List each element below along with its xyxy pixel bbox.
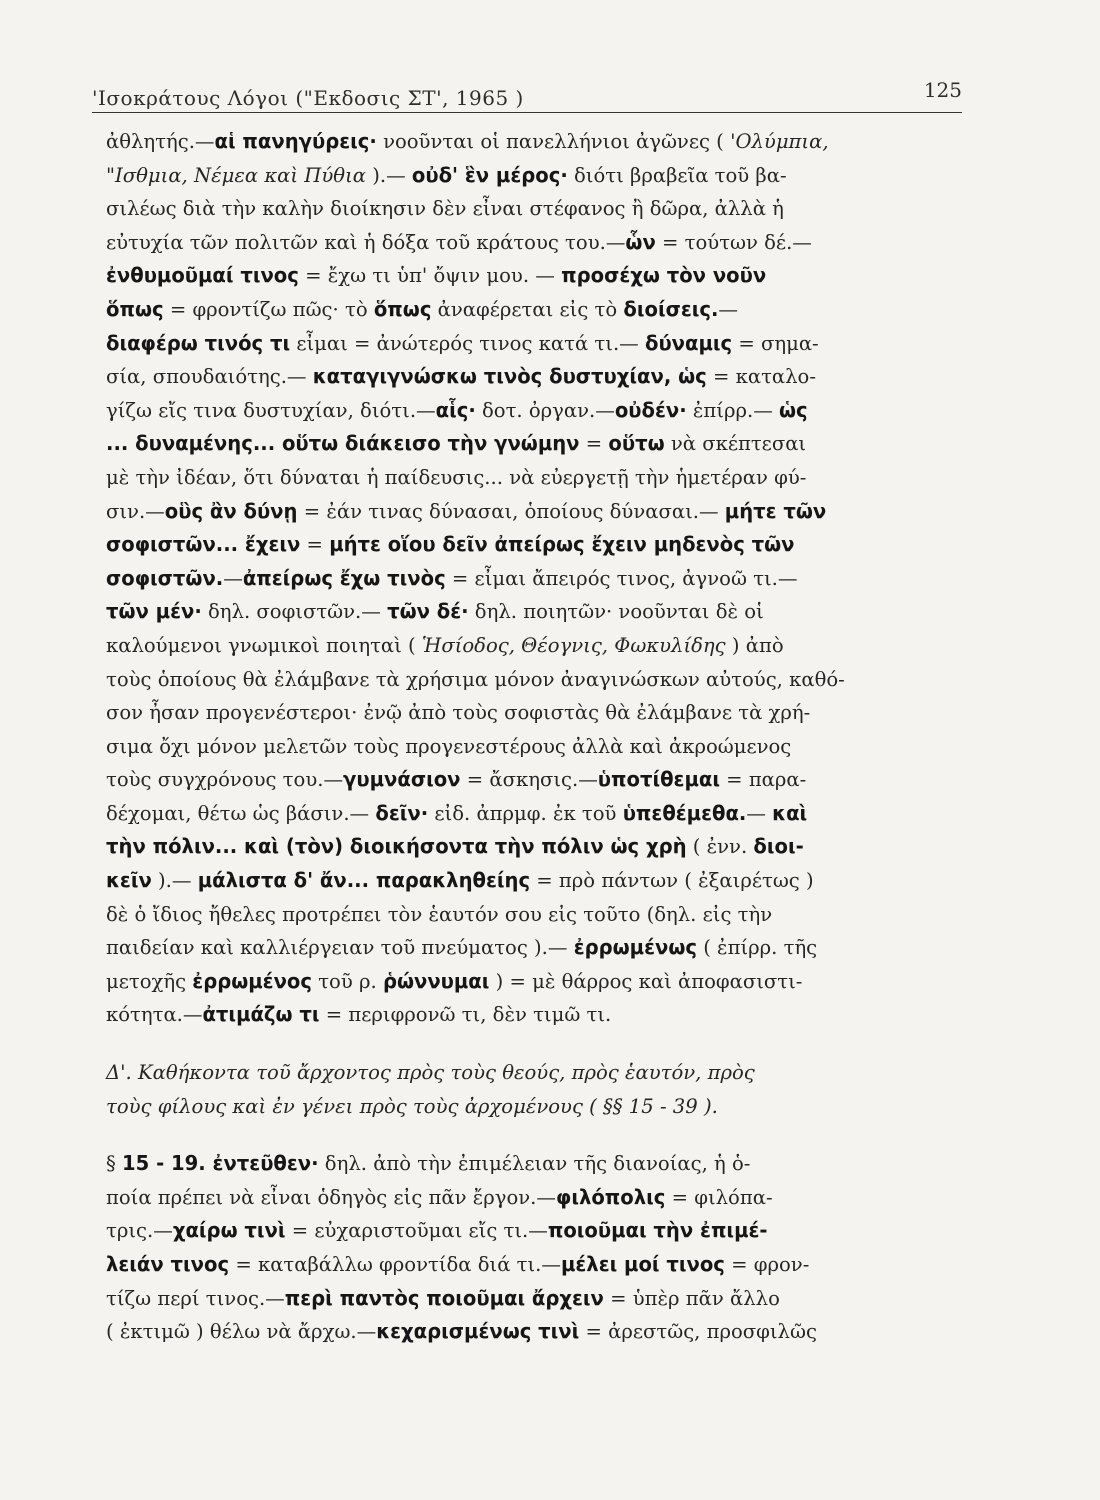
text-line <box>106 125 958 159</box>
gloss-text: νὰ σκέπτεσαι <box>664 431 807 456</box>
gloss-text: δηλ. ἀπὸ τὴν ἐπιμέλειαν τῆς διανοίας, ἡ ὁ- <box>318 1151 751 1176</box>
lemma-term: ῥώννυμαι <box>382 968 490 993</box>
lemma-term: αἷς· <box>435 397 476 422</box>
lemma-term: τῶν δέ· <box>387 599 469 624</box>
lemma-term: σοφιστῶν. <box>106 565 224 590</box>
gloss-text: = φιλόπα- <box>665 1184 773 1209</box>
gloss-text: σιν.— <box>106 498 165 523</box>
lemma-term: διοίσεις. <box>623 296 719 321</box>
gloss-text: ).— <box>151 868 198 893</box>
text-line <box>106 394 958 428</box>
gloss-text: = πρὸ πάντων ( ἐξαιρέτως ) <box>530 868 814 893</box>
lemma-term: ἐρρωμένως <box>573 935 697 960</box>
gloss-text: εὐτυχία τῶν πολιτῶν καὶ ἡ δόξα τοῦ κράτους του.— <box>106 229 626 254</box>
text-line <box>106 1147 958 1181</box>
lemma-term: ἐρρωμένος <box>192 968 312 993</box>
section-text <box>106 1147 976 1349</box>
gloss-text: = φροντίζω πῶς· τὸ <box>163 296 374 321</box>
gloss-text: δηλ. ποιητῶν· νοοῦνται δὲ οἱ <box>468 599 764 624</box>
gloss-text: = παρα- <box>719 767 807 792</box>
lemma-term: οὐδέν· <box>614 397 687 422</box>
lemma-term: γυμνάσιον <box>343 767 461 792</box>
text-line <box>106 327 958 361</box>
gloss-text: τοὺς συγχρόνους του.— <box>106 767 344 792</box>
gloss-text: = σημα- <box>732 330 819 355</box>
gloss-text: σον ἦσαν προγενέστεροι· ἐνῷ ἀπὸ τοὺς σοφιστὰς θὰ ἐλάμβανε τὰ χρή- <box>106 700 811 725</box>
text-line <box>106 1315 958 1349</box>
gloss-text: = καταλο- <box>706 364 816 389</box>
text-line <box>106 797 958 831</box>
text-line <box>106 696 958 730</box>
gloss-text: δὲ ὁ ἴδιος ἤθελες προτρέπει τὸν ἑαυτόν σου εἰς τοῦτο (δηλ. εἰς τὴν <box>106 901 773 926</box>
lemma-term: ὑποτίθεμαι <box>597 767 720 792</box>
gloss-text: μετοχῆς <box>106 968 193 993</box>
glossary-block <box>106 125 976 1032</box>
gloss-text: = ὑπὲρ πᾶν ἄλλο <box>603 1285 780 1310</box>
gloss-text: § <box>106 1151 123 1176</box>
lemma-term: προσέχω τὸν νοῦν <box>561 263 767 288</box>
lemma-term: ποιοῦμαι τὴν ἐπιμέ- <box>547 1218 768 1243</box>
text-line <box>106 1214 958 1248</box>
gloss-text: εἶμαι = ἀνώτερός τινος κατά τι.— <box>290 330 645 355</box>
gloss-text: = ἀρεστῶς, προσφιλῶς <box>579 1319 817 1344</box>
gloss-text: δοτ. ὀργαν.— <box>475 397 615 422</box>
lemma-term: οὓς ἂν δύνῃ <box>164 498 298 523</box>
lemma-term: μάλιστα δ' ἄν... παρακληθείης <box>197 868 531 893</box>
text-line <box>106 461 958 495</box>
gloss-text: διότι βραβεῖα τοῦ βα- <box>567 162 787 187</box>
text-line <box>106 293 958 327</box>
gloss-text: ( ἐνν. <box>686 834 754 859</box>
text-line <box>106 998 958 1032</box>
lemma-term: 15 - 19. ἐντεῦθεν· <box>122 1151 319 1176</box>
running-head-title: 'Ισοκράτους Λόγοι ("Εκδοσις ΣΤ', 1965 ) <box>92 86 524 110</box>
running-head <box>92 72 962 113</box>
gloss-text: = <box>579 431 609 456</box>
text-line <box>106 226 958 260</box>
section-heading <box>106 1056 976 1123</box>
lemma-term: ὅπως <box>106 296 164 321</box>
section-gap <box>106 1032 976 1056</box>
gloss-text: = τούτων δέ.— <box>655 229 812 254</box>
gloss-text: ) ἀπὸ <box>725 632 784 657</box>
gloss-text: ποία πρέπει νὰ εἶναι ὁδηγὸς εἰς πᾶν ἔργον.— <box>106 1184 556 1209</box>
gloss-text: ἐπίρρ.— <box>686 397 780 422</box>
lemma-term: μέλει μοί τινος <box>560 1252 725 1276</box>
text-line <box>106 1282 958 1316</box>
text-line <box>106 495 958 529</box>
text-line <box>106 192 958 226</box>
lemma-term: καταγιγνώσκω τινὸς δυστυχίαν, ὡς <box>312 364 707 389</box>
gloss-text: = περιφρονῶ τι, δὲν τιμῶ τι. <box>319 1002 612 1027</box>
gloss-text: εἰδ. ἀπρμφ. ἐκ τοῦ <box>428 800 623 825</box>
section-gap <box>106 1123 976 1147</box>
gloss-text: = εἶμαι ἄπειρός τινος, ἀγνοῶ τι.— <box>445 565 798 590</box>
gloss-text: τρις.— <box>106 1218 173 1243</box>
text-line <box>106 1248 958 1282</box>
lemma-term: περὶ παντὸς ποιοῦμαι ἄρχειν <box>284 1285 604 1310</box>
text-line <box>106 965 958 999</box>
italic-text: "Ισθμια, Νέμεα καὶ Πύθια <box>106 162 367 187</box>
lemma-term: ἐνθυμοῦμαί τινος <box>106 263 299 288</box>
gloss-text: μὲ τὴν ἰδέαν, ὅτι δύναται ἡ παίδευσις... νὰ εὐεργετῇ τὴν ἡμετέραν φύ- <box>106 464 807 489</box>
text-line <box>106 1090 958 1124</box>
lemma-term: ὅπως <box>373 296 432 321</box>
lemma-term: τὴν πόλιν... καὶ (τὸν) διοικήσοντα τὴν πόλιν ὡς χρὴ <box>106 834 687 859</box>
lemma-term: μήτε τῶν <box>724 498 827 523</box>
gloss-text: — <box>746 800 773 825</box>
lemma-term: διαφέρω τινός τι <box>106 330 291 355</box>
lemma-term: κεῖν <box>106 868 152 893</box>
lemma-term: χαίρω τινὶ <box>172 1218 286 1243</box>
gloss-text: = ἄσκησις.— <box>460 767 598 792</box>
lemma-term: ὧν <box>625 229 656 254</box>
gloss-text: δηλ. σοφιστῶν.— <box>201 599 388 624</box>
gloss-text: = ἔχω τι ὑπ' ὄψιν μου. — <box>298 263 562 288</box>
lemma-term: οὐδ' ἓν μέρος· <box>411 162 568 187</box>
gloss-text: παιδείαν καὶ καλλιέργειαν τοῦ πνεύματος ).— <box>106 935 574 960</box>
text-line <box>106 1181 958 1215</box>
text-line <box>106 159 958 193</box>
gloss-text: σιλέως διὰ τὴν καλὴν διοίκησιν δὲν εἶναι στέφανος ἢ δῶρα, ἀλλὰ ἡ <box>106 196 784 221</box>
text-line <box>106 259 958 293</box>
page-body <box>106 125 976 1349</box>
lemma-term: δύναμις <box>644 330 733 355</box>
text-line <box>106 763 958 797</box>
italic-text: τοὺς φίλους καὶ ἐν γένει πρὸς τοὺς ἀρχομένους ( §§ 15 - 39 ). <box>106 1093 718 1118</box>
page-number: 125 <box>923 78 962 102</box>
gloss-text: — <box>718 296 739 321</box>
lemma-term: τῶν μέν· <box>106 599 202 624</box>
gloss-text: ( ἐπίρρ. τῆς <box>696 935 818 960</box>
gloss-text: ἀναφέρεται εἰς τὸ <box>431 296 624 321</box>
text-line <box>106 427 958 461</box>
text-line <box>106 629 958 663</box>
italic-text: Δ'. Καθήκοντα τοῦ ἄρχοντος πρὸς τοὺς θεούς, πρὸς ἑαυτόν, πρὸς <box>106 1060 755 1085</box>
text-line <box>106 864 958 898</box>
lemma-term: λειάν τινος <box>106 1252 230 1276</box>
text-line <box>106 898 958 932</box>
gloss-text: — <box>223 565 243 590</box>
text-line <box>106 730 958 764</box>
text-line <box>106 595 958 629</box>
text-line <box>106 1056 958 1090</box>
gloss-text: σιμα ὄχι μόνον μελετῶν τοὺς προγενεστέρους ἀλλὰ καὶ ἀκροώμενος <box>106 733 792 758</box>
gloss-text: ) = μὲ θάρρος καὶ ἀποφασιστι- <box>489 968 803 993</box>
text-line <box>106 360 958 394</box>
text-line <box>106 562 958 596</box>
lemma-term: καὶ <box>772 800 808 825</box>
gloss-text: = ἐάν τινας δύνασαι, ὁποίους δύνασαι.— <box>297 498 725 523</box>
lemma-term: ἀτιμάζω τι <box>202 1002 320 1027</box>
lemma-term: κεχαρισμένως τινὶ <box>376 1319 580 1344</box>
lemma-term: δεῖν· <box>375 800 429 825</box>
lemma-term: διοι- <box>753 834 804 859</box>
gloss-text: = εὐχαριστοῦμαι εἴς τι.— <box>285 1218 548 1243</box>
lemma-term: ὑπεθέμεθα. <box>622 800 747 825</box>
lemma-term: μήτε οἵου δεῖν ἀπείρως ἔχειν μηδενὸς τῶν <box>329 532 795 557</box>
lemma-term: ὡς <box>779 397 808 422</box>
gloss-text: νοοῦνται οἱ πανελλήνιοι ἀγῶνες ( <box>376 129 731 153</box>
text-line <box>106 528 958 562</box>
gloss-text: ).— <box>366 162 412 187</box>
gloss-text: ἀθλητής.— <box>106 129 215 153</box>
gloss-text: γίζω εἴς τινα δυστυχίαν, διότι.— <box>106 397 436 422</box>
gloss-text: = <box>300 532 330 557</box>
italic-text: Ἡσίοδος, Θέογνις, Φωκυλίδης <box>421 632 726 657</box>
lemma-term: σοφιστῶν... ἔχειν <box>106 532 301 557</box>
lemma-term: ... δυναμένης... οὕτω διάκεισο τὴν γνώμην <box>106 431 580 456</box>
text-line <box>106 931 958 965</box>
gloss-text: σία, σπουδαιότης.— <box>106 364 313 389</box>
lemma-term: φιλόπολις <box>555 1184 666 1209</box>
text-line <box>106 830 958 864</box>
gloss-text: ( ἐκτιμῶ ) θέλω νὰ ἄρχω.— <box>106 1319 377 1344</box>
italic-text: 'Ολύμπια, <box>730 129 829 153</box>
gloss-text: τοὺς ὁποίους θὰ ἐλάμβανε τὰ χρήσιμα μόνον ἀναγινώσκων αὐτούς, καθό- <box>106 666 845 691</box>
gloss-text: καλούμενοι γνωμικοὶ ποιηταὶ ( <box>106 632 422 657</box>
gloss-text: δέχομαι, θέτω ὡς βάσιν.— <box>106 800 376 825</box>
lemma-term: ἀπείρως ἔχω τινὸς <box>242 565 446 590</box>
gloss-text: = φρον- <box>724 1252 810 1276</box>
gloss-text: = καταβάλλω φροντίδα διά τι.— <box>229 1252 561 1276</box>
gloss-text: κότητα.— <box>106 1002 203 1027</box>
lemma-term: αἱ πανηγύρεις· <box>214 129 377 153</box>
gloss-text: τίζω περί τινος.— <box>106 1285 285 1310</box>
lemma-term: οὕτω <box>608 431 665 456</box>
gloss-text: τοῦ ρ. <box>311 968 383 993</box>
text-line <box>106 663 958 697</box>
